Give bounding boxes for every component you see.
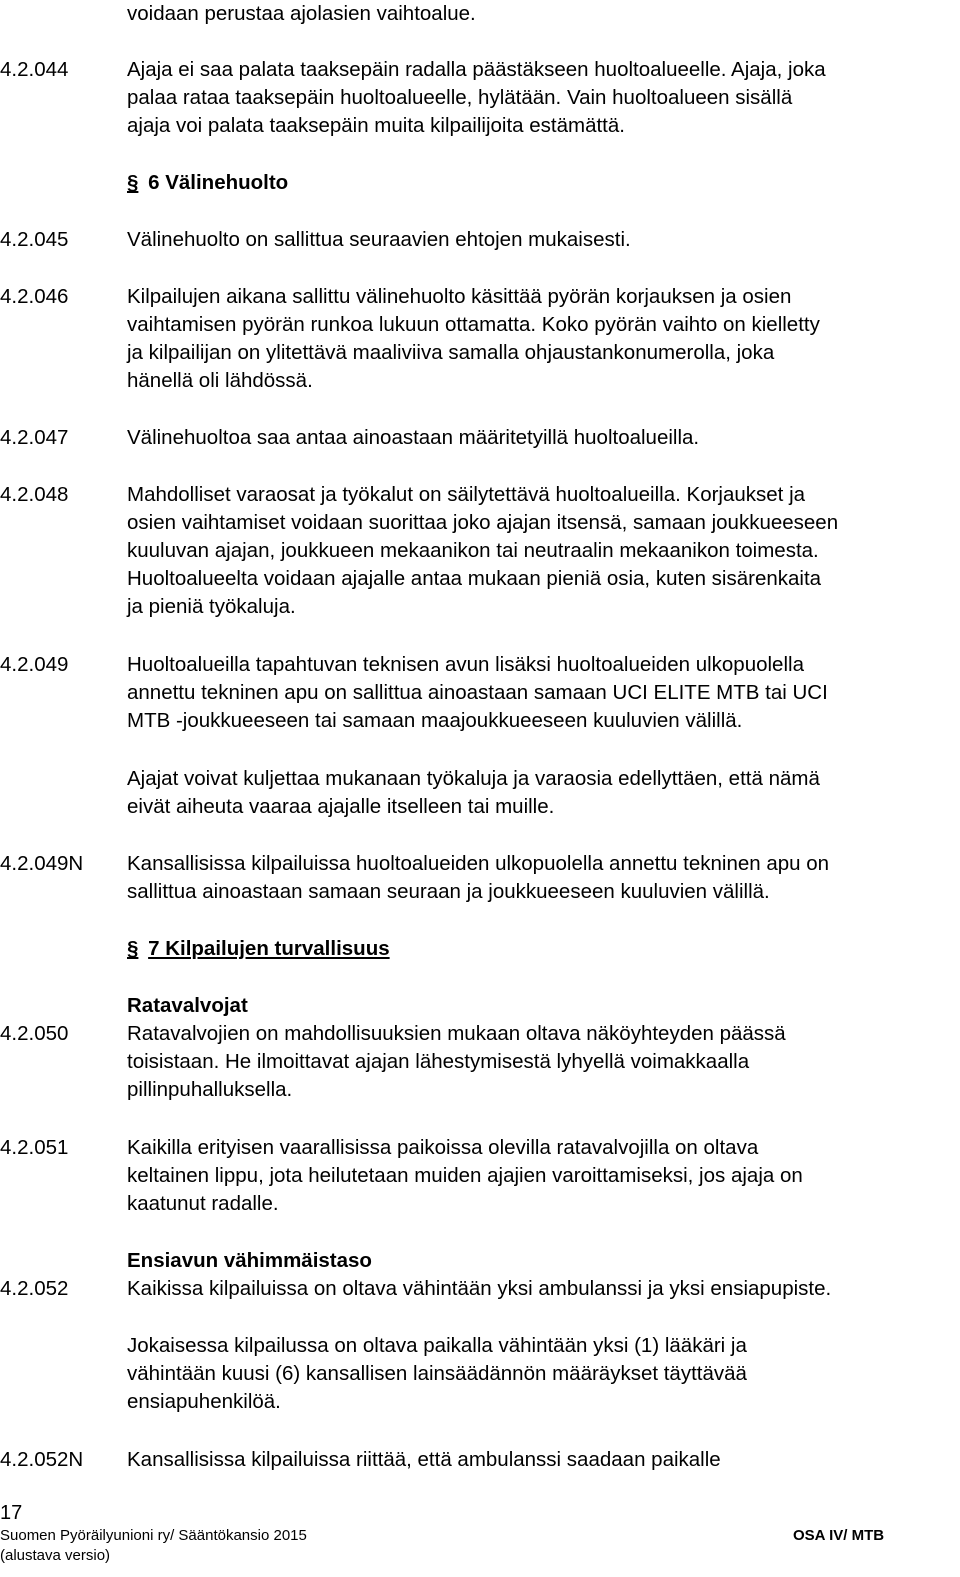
text-line: kaatunut radalle. xyxy=(127,1192,279,1215)
subheading-ratavalvojat: Ratavalvojat xyxy=(127,994,248,1017)
section-title: 7 Kilpailujen turvallisuus xyxy=(148,937,390,960)
text-line: eivät aiheuta vaaraa ajajalle itselleen tai muille. xyxy=(127,795,555,818)
text-line: Kaikissa kilpailuissa on oltava vähintään yksi ambulanssi ja yksi ensiapupiste. xyxy=(127,1277,832,1300)
rule-number: 4.2.052 xyxy=(0,1277,69,1300)
rule-number: 4.2.049 xyxy=(0,653,69,676)
text-line: Kaikilla erityisen vaarallisissa paikoissa olevilla ratavalvojilla on oltava xyxy=(127,1136,759,1159)
text-line: pillinpuhalluksella. xyxy=(127,1078,293,1101)
text-line: MTB -joukkueeseen tai samaan maajoukkueeseen kuuluvien välillä. xyxy=(127,709,743,732)
footer-part: OSA IV/ MTB xyxy=(793,1527,885,1544)
rule-number: 4.2.044 xyxy=(0,58,69,81)
section-sign: § xyxy=(127,171,139,194)
text-line: ensiapuhenkilöä. xyxy=(127,1390,281,1413)
text-line: Huoltoalueelta voidaan ajajalle antaa mukaan pieniä osia, kuten sisärenkaita xyxy=(127,567,822,590)
text-line: sallittua ainoastaan samaan seuraan ja joukkueeseen kuuluvien välillä. xyxy=(127,880,770,903)
section-title: 6 Välinehuolto xyxy=(148,171,289,194)
rule-number: 4.2.050 xyxy=(0,1022,69,1045)
footer-org: Suomen Pyöräilyunioni ry/ Sääntökansio 2015 xyxy=(0,1527,307,1544)
text-line: Ratavalvojien on mahdollisuuksien mukaan oltava näköyhteyden päässä xyxy=(127,1022,786,1045)
text-line: vaihtamisen pyörän runkoa lukuun ottamatta. Koko pyörän vaihto on kielletty xyxy=(127,313,820,336)
text-line: Kilpailujen aikana sallittu välinehuolto käsittää pyörän korjauksen ja osien xyxy=(127,285,792,308)
rule-number: 4.2.046 xyxy=(0,285,69,308)
rule-number: 4.2.051 xyxy=(0,1136,69,1159)
text-line: vähintään kuusi (6) kansallisen lainsäädännön määräykset täyttävää xyxy=(127,1362,747,1385)
rule-number: 4.2.052N xyxy=(0,1448,84,1471)
text-line: Ajaja ei saa palata taaksepäin radalla päästäkseen huoltoalueelle. Ajaja, joka xyxy=(127,58,826,81)
text-line: Huoltoalueilla tapahtuvan teknisen avun lisäksi huoltoalueiden ulkopuolella xyxy=(127,653,804,676)
text-line: Välinehuolto on sallittua seuraavien ehtojen mukaisesti. xyxy=(127,228,631,251)
text-line: Kansallisissa kilpailuissa huoltoalueiden ulkopuolella annettu tekninen apu on xyxy=(127,852,830,875)
text-line: keltainen lippu, jota heilutetaan muiden ajajien varoittamiseksi, jos ajaja on xyxy=(127,1164,803,1187)
text-line: toisistaan. He ilmoittavat ajajan lähestymisestä lyhyellä voimakkaalla xyxy=(127,1050,750,1073)
rule-number: 4.2.047 xyxy=(0,426,69,449)
page-number: 17 xyxy=(0,1502,23,1524)
section-heading-6 xyxy=(127,169,288,197)
text-line: Jokaisessa kilpailussa on oltava paikalla vähintään yksi (1) lääkäri ja xyxy=(127,1334,747,1357)
text-line: voidaan perustaa ajolasien vaihtoalue. xyxy=(127,2,476,25)
text-line: osien vaihtamiset voidaan suorittaa joko ajajan itsensä, samaan joukkueeseen xyxy=(127,511,839,534)
footer-version: (alustava versio) xyxy=(0,1547,111,1564)
text-line: Kansallisissa kilpailuissa riittää, että ambulanssi saadaan paikalle xyxy=(127,1448,721,1471)
text-line: Mahdolliset varaosat ja työkalut on säilytettävä huoltoalueilla. Korjaukset ja xyxy=(127,483,806,506)
text-line: kuuluvan ajajan, joukkueen mekaanikon tai neutraalin mekaanikon toimesta. xyxy=(127,539,819,562)
rule-number: 4.2.045 xyxy=(0,228,69,251)
text-line: ja pieniä työkaluja. xyxy=(127,595,296,618)
text-line: hänellä oli lähdössä. xyxy=(127,369,313,392)
section-sign: § xyxy=(127,937,139,960)
text-line: annettu tekninen apu on sallittua ainoastaan samaan UCI ELITE MTB tai UCI xyxy=(127,681,828,704)
text-line: Välinehuoltoa saa antaa ainoastaan määritetyillä huoltoalueilla. xyxy=(127,426,700,449)
text-line: Ajajat voivat kuljettaa mukanaan työkaluja ja varaosia edellyttäen, että nämä xyxy=(127,767,820,790)
section-heading-7 xyxy=(127,935,390,963)
text-line: palaa rataa taaksepäin huoltoalueelle, hylätään. Vain huoltoalueen sisällä xyxy=(127,86,793,109)
rule-number: 4.2.049N xyxy=(0,852,84,875)
text-line: ja kilpailijan on ylitettävä maaliviiva samalla ohjaustankonumerolla, joka xyxy=(127,341,775,364)
text-line: ajaja voi palata taaksepäin muita kilpailijoita estämättä. xyxy=(127,114,625,137)
subheading-ensiapu: Ensiavun vähimmäistaso xyxy=(127,1249,372,1272)
rule-number: 4.2.048 xyxy=(0,483,69,506)
